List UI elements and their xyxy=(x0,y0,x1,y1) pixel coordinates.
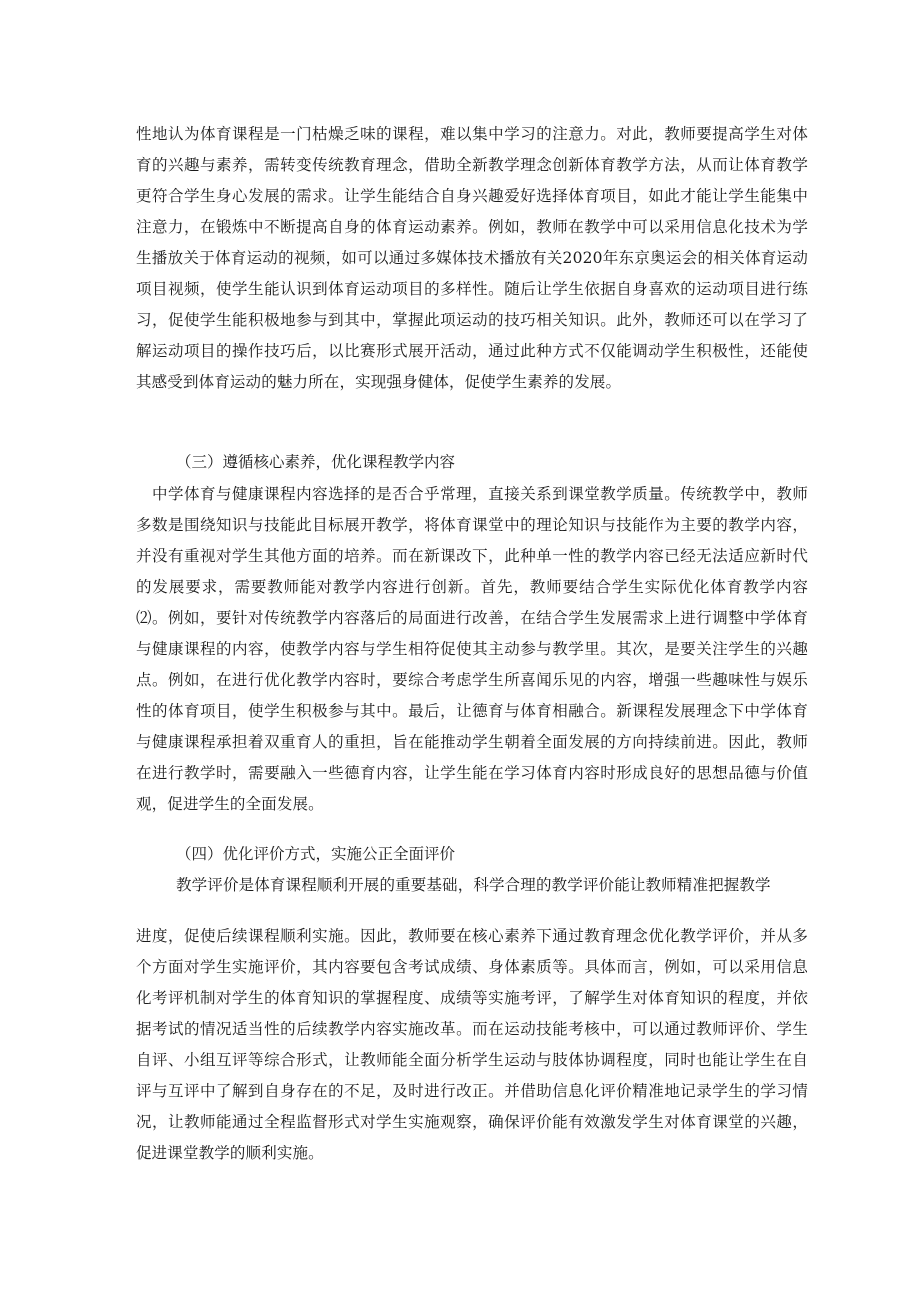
section-heading-4: （四）优化评价方式，实施公正全面评价 xyxy=(176,845,456,863)
section-heading-3: （三）遵循核心素养，优化课程教学内容 xyxy=(176,453,456,471)
body-paragraph-first-line: 教学评价是体育课程顺利开展的重要基础，科学合理的教学评价能让教师精准把握教学 xyxy=(176,876,771,894)
body-paragraph: 性地认为体育课程是一门枯燥乏味的课程，难以集中学习的注意力。对此，教师要提高学生对体育的兴趣与素养，需转变传统教育理念，借助全新教学理念创新体育教学方法，从而让体育教学更符合学生身心发展的需求。让学生能结合自身兴趣爱好选择体育项目，如此才能让学生能集中注意力，在锻炼中不断提高自身的体育运动素养。例如，教师在教学中可以采用信息化技术为学生播放关于体育运动的视频，如可以通过多媒体技术播放有关2020年东京奥运会的相关体育运动项目视频，使学生能认识到体育运动项目的多样性。随后让学生依据自身喜欢的运动项目进行练习，促使学生能积极地参与到其中，掌握此项运动的技巧相关知识。此外，教师还可以在学习了解运动项目的操作技巧后，以比赛形式展开活动，通过此种方式不仅能调动学生积极性，还能使其感受到体育运动的魅力所在，实现强身健体，促使学生素养的发展。 xyxy=(136,125,808,391)
body-paragraph: 进度，促使后续课程顺利实施。因此，教师要在核心素养下通过教育理念优化教学评价，并从多个方面对学生实施评价，其内容要包含考试成绩、身体素质等。具体而言，例如，可以采用信息化考评机制对学生的体育知识的掌握程度、成绩等实施考评，了解学生对体育知识的程度，并依据考试的情况适当性的后续教学内容实施改革。而在运动技能考核中，可以通过教师评价、学生自评、小组互评等综合形式，让教师能全面分析学生运动与肢体协调程度，同时也能让学生在自评与互评中了解到自身存在的不足，及时进行改正。并借助信息化评价精准地记录学生的学习情况，让教师能通过全程监督形式对学生实施观察，确保评价能有效激发学生对体育课堂的兴趣，促进课堂教学的顺利实施。 xyxy=(136,927,808,1162)
body-paragraph: 中学体育与健康课程内容选择的是否合乎常理，直接关系到课堂教学质量。传统教学中，教师多数是围绕知识与技能此目标展开教学，将体育课堂中的理论知识与技能作为主要的教学内容，并没有重视对学生其他方面的培养。而在新课改下，此种单一性的教学内容已经无法适应新时代的发展要求，需要教师能对教学内容进行创新。首先，教师要结合学生实际优化体育教学内容⑵。例如，要针对传统教学内容落后的局面进行改善，在结合学生发展需求上进行调整中学体育与健康课程的内容，使教学内容与学生相符促使其主动参与教学里。其次，是要关注学生的兴趣点。例如，在进行优化教学内容时，要综合考虑学生所喜闻乐见的内容，增强一些趣味性与娱乐性的体育项目，使学生积极参与其中。最后，让德育与体育相融合。新课程发展理念下中学体育与健康课程承担着双重育人的重担，旨在能推动学生朝着全面发展的方向持续前进。因此，教师在进行教学时，需要融入一些德育内容，让学生能在学习体育内容时形成良好的思想品德与价值观，促进学生的全面发展。 xyxy=(136,485,808,813)
